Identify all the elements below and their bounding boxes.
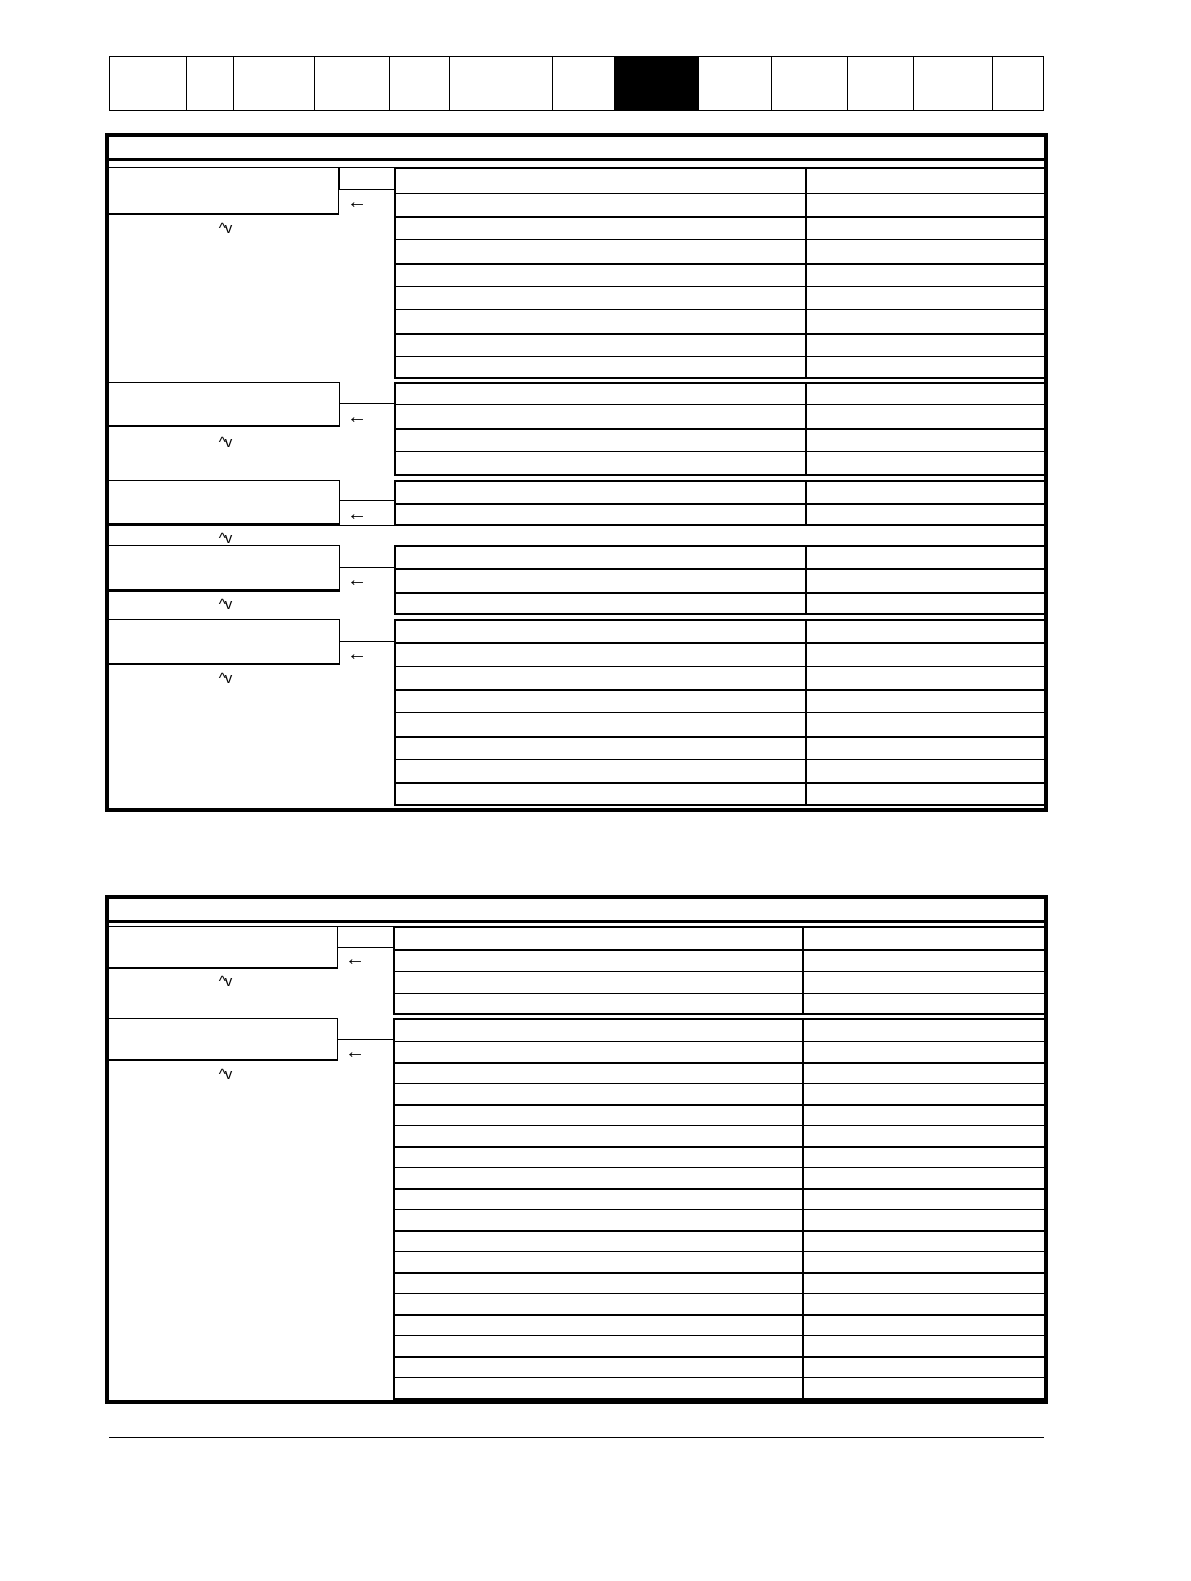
connector-line	[340, 567, 394, 568]
table-row	[396, 759, 1048, 784]
connector-line	[338, 1039, 393, 1040]
table-row	[396, 621, 1048, 644]
up-down-arrows-icon[interactable]: ^v	[218, 1066, 232, 1083]
table-row	[396, 239, 1048, 265]
panel-title-bar	[109, 899, 1044, 923]
table-row	[395, 1083, 1048, 1106]
up-down-arrows-icon[interactable]: ^v	[218, 434, 232, 451]
table-row	[395, 1125, 1048, 1148]
value-table	[393, 1018, 1048, 1400]
table-row	[395, 1272, 1048, 1294]
left-arrow-icon[interactable]: ←	[345, 948, 365, 970]
section-tab-active[interactable]	[615, 57, 699, 110]
table-row	[395, 1356, 1048, 1378]
section-tab-10[interactable]	[772, 57, 849, 110]
left-arrow-icon[interactable]: ←	[347, 191, 367, 213]
table-row	[395, 1188, 1048, 1210]
panel-title-bar	[109, 137, 1044, 161]
table-row	[396, 451, 1048, 474]
divider	[109, 591, 340, 592]
table-row	[396, 666, 1048, 691]
table-row	[396, 782, 1048, 804]
left-arrow-icon[interactable]: ←	[347, 569, 367, 591]
table-row	[395, 1230, 1048, 1252]
menu-panel-2	[105, 895, 1048, 1404]
section-tab-6[interactable]	[450, 57, 553, 110]
footer-rule	[109, 1437, 1044, 1438]
table-row	[395, 1146, 1048, 1168]
table-row	[395, 1314, 1048, 1336]
display-box	[109, 926, 338, 969]
up-down-arrows-icon[interactable]: ^v	[218, 973, 232, 990]
display-box	[109, 619, 340, 665]
value-table	[394, 480, 1048, 526]
table-row	[396, 482, 1048, 505]
table-row	[396, 169, 1048, 194]
table-row	[395, 1104, 1048, 1126]
table-row	[396, 384, 1048, 405]
left-arrow-icon[interactable]: ←	[347, 643, 367, 665]
table-row	[396, 689, 1048, 713]
table-row	[395, 1167, 1048, 1190]
table-row	[396, 309, 1048, 335]
table-row	[396, 216, 1048, 240]
table-row	[396, 568, 1048, 594]
table-row	[396, 547, 1048, 570]
value-table	[394, 167, 1048, 379]
connector-line	[339, 189, 394, 190]
connector-line	[340, 641, 394, 642]
section-tab-1[interactable]	[110, 57, 187, 110]
table-row	[395, 971, 1048, 994]
value-table	[394, 545, 1048, 615]
section-tab-12[interactable]	[914, 57, 993, 110]
table-row	[395, 1251, 1048, 1274]
connector-line	[340, 403, 394, 404]
table-row	[395, 1041, 1048, 1064]
section-tab-3[interactable]	[234, 57, 315, 110]
menu-panel-1	[105, 133, 1048, 812]
up-down-arrows-icon[interactable]: ^v	[218, 530, 232, 547]
table-row	[395, 1293, 1048, 1316]
table-row	[396, 712, 1048, 738]
up-down-arrows-icon[interactable]: ^v	[218, 220, 232, 237]
connector-line	[338, 926, 393, 927]
display-box	[109, 1018, 338, 1061]
table-row	[396, 404, 1048, 430]
left-arrow-icon[interactable]: ←	[347, 406, 367, 428]
up-down-arrows-icon[interactable]: ^v	[218, 670, 232, 687]
table-row	[396, 642, 1048, 667]
table-row	[396, 356, 1048, 377]
table-row	[396, 428, 1048, 452]
display-box	[109, 167, 339, 215]
section-tab-9[interactable]	[699, 57, 772, 110]
section-tab-bar	[109, 56, 1044, 111]
section-tab-7[interactable]	[553, 57, 615, 110]
table-row	[395, 1020, 1048, 1042]
table-row	[396, 286, 1048, 310]
table-row	[395, 1335, 1048, 1358]
table-row	[395, 949, 1048, 972]
value-table	[394, 382, 1048, 476]
section-tab-11[interactable]	[848, 57, 914, 110]
display-box	[109, 382, 340, 427]
table-row	[396, 592, 1048, 613]
section-tab-4[interactable]	[315, 57, 391, 110]
table-row	[396, 193, 1048, 218]
table-row	[395, 1062, 1048, 1084]
table-row	[395, 993, 1048, 1015]
section-tab-13[interactable]	[993, 57, 1043, 110]
table-row	[395, 1209, 1048, 1232]
section-tab-2[interactable]	[187, 57, 234, 110]
table-row	[396, 736, 1048, 760]
table-row	[395, 1377, 1048, 1398]
section-tab-5[interactable]	[390, 57, 450, 110]
connector-line	[340, 500, 394, 501]
table-row	[395, 928, 1048, 951]
left-arrow-icon[interactable]: ←	[345, 1041, 365, 1063]
value-table	[393, 926, 1048, 1015]
connector-line	[339, 167, 340, 189]
table-row	[396, 263, 1048, 287]
connector-line	[339, 167, 394, 168]
display-box	[109, 480, 340, 525]
table-row	[396, 503, 1048, 524]
left-arrow-icon[interactable]: ←	[347, 503, 367, 525]
up-down-arrows-icon[interactable]: ^v	[218, 596, 232, 613]
value-table	[394, 619, 1048, 806]
display-box	[109, 545, 340, 591]
table-row	[396, 333, 1048, 357]
